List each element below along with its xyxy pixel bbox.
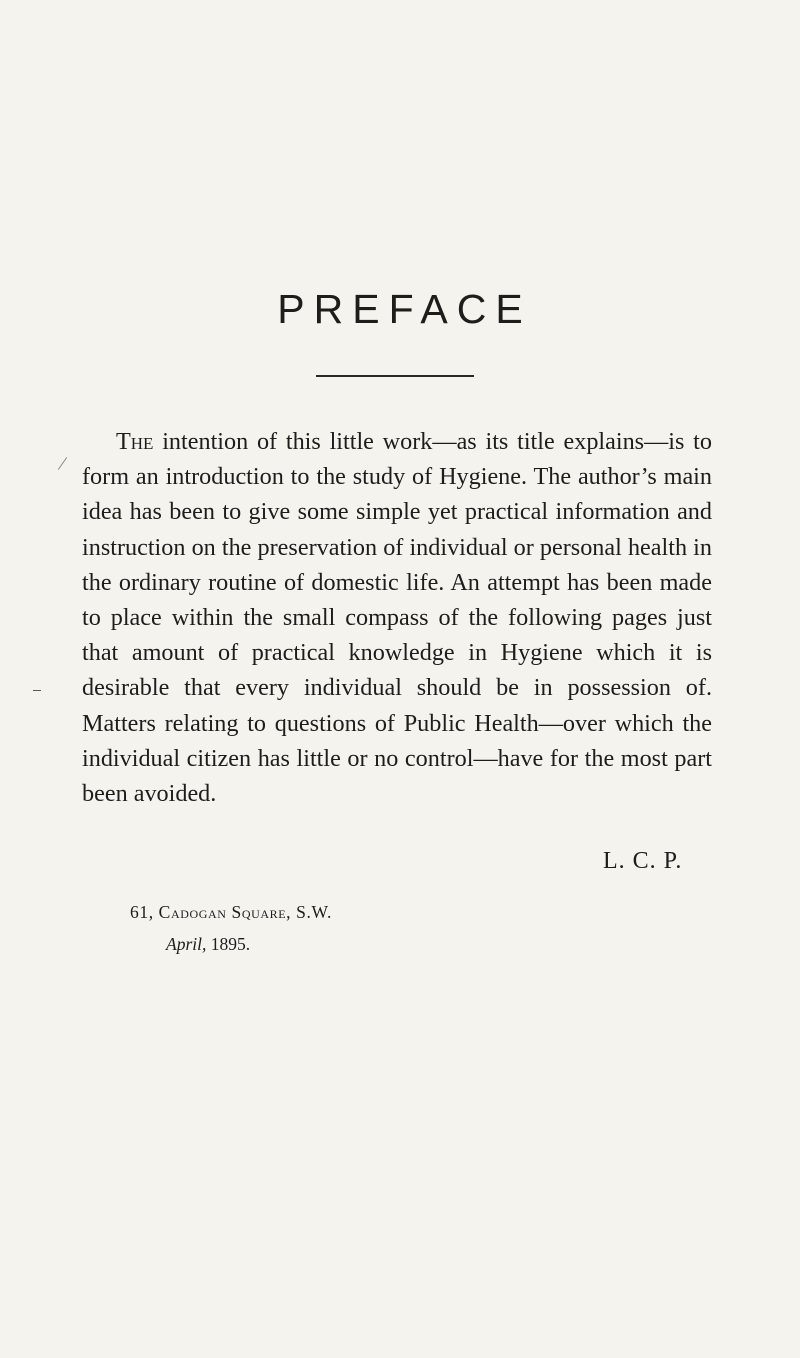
pencil-tick-mark [58, 457, 67, 470]
paragraph-text: intention of this little work—as its title explains—is to form an introduction to the study of Hygiene. The author’s main idea has been to give some simple yet practical information and instruction on the preservation of individual or personal health in the ordinary routine of domestic life. An attempt has been made to place within the small compass of the following pages just that amount of practical knowledge in Hygiene which it is desirable that every individual should be in possession of. Matters relating to questions of Public Health—over which the individual citizen has little or no control—have for the most part been avoided. [82, 428, 712, 808]
preface-body [82, 424, 712, 811]
address-district: S.W. [296, 902, 332, 922]
page-title: PREFACE [277, 286, 532, 332]
address-number: 61, [130, 902, 154, 922]
paragraph-lead-word: The [116, 428, 154, 455]
author-initials: L. C. P. [603, 848, 683, 874]
title-rule [316, 375, 474, 377]
author-address [130, 899, 332, 925]
preface-date [166, 931, 250, 957]
date-year: 1895. [210, 934, 251, 954]
margin-mark [33, 690, 41, 691]
date-month: April, [166, 934, 207, 954]
preface-paragraph [82, 424, 712, 811]
address-street: Cadogan Square, [158, 902, 292, 922]
